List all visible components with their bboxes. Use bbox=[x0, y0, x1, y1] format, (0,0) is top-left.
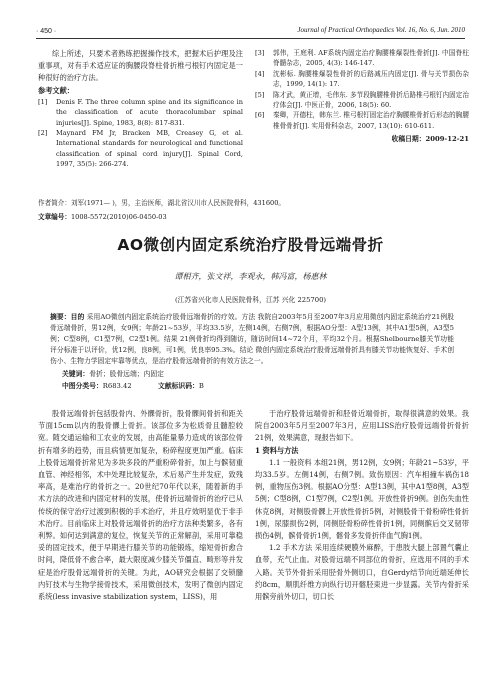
reference-item bbox=[255, 48, 469, 69]
body-left-column bbox=[38, 408, 243, 603]
reference-number: [5] bbox=[255, 90, 265, 99]
article-affiliation: (江苏省兴化市人民医院骨科，江苏 兴化 225700) bbox=[174, 296, 327, 304]
article-title: AO微创内固定系统治疗股骨远端骨折 bbox=[117, 236, 384, 254]
reference-text: 陈才武，黄正增，毛伟东. 多节段胸腰椎骨折后路椎弓根钉内固定治疗体会[J]. 中医正骨，2006, 18(5): 60. bbox=[273, 90, 469, 110]
doc-code-value: B bbox=[198, 382, 204, 390]
classification-row bbox=[62, 381, 204, 392]
clc-label: 中图分类号： bbox=[62, 382, 103, 390]
keywords-label: 关键词： bbox=[62, 370, 90, 378]
abstract bbox=[50, 312, 454, 367]
journal-header: Journal of Practical Orthopaedics Vol. 16, No. 6, Jun. 2010 bbox=[297, 26, 465, 34]
conclusion-paragraph: 综上所述，只要术者熟练把握操作技术，把握术后护理及注重事项，对有手术适应证的胸腰段脊柱骨折椎弓根钉内固定是一种很好的治疗方法。 bbox=[38, 49, 243, 83]
surgical-method-paragraph: 1.2 手术方法 采用连续硬膜外麻醉，于患肢大腿上部置气囊止血带，充气止血。对股骨远端不同部位的骨折，应选用不同的手术入路。关节外骨折采用胫骨外侧切口，自Gerdy结节向近端延伸长约8cm，顺肌纤维方向纵行切开髂胫束进一步显露。关节内骨折采用髌旁前外切口，切口长 bbox=[255, 543, 469, 602]
keywords-text: 骨折；股骨远端；内固定 bbox=[89, 370, 164, 378]
reference-number: [4] bbox=[255, 69, 265, 78]
reference-number: [2] bbox=[38, 129, 48, 138]
page-number: · 450 · bbox=[36, 28, 57, 35]
intro-paragraph: 股骨远端骨折包括股骨内、外髁骨折，股骨髁间骨折和距关节面15cm以内的股骨髁上骨折。该部位多为松质骨且髓腔较宽。随交通运输和工农业的发展，由高能量暴力造成的该部位骨折有增多的趋势，而且病情更加复杂，粉碎程度更加严重。临床上股骨远端骨折常见为多块多段的严重粉碎骨折，加上与髌韧重血管、神经相邻，术中处理比较复杂，术后易产生并发症，致残率高，是难治疗的骨折之一。20世纪70年代以来，随着新的手术方法的改进和内固定材料的发展，使骨折远端骨折的治疗已从传统的保守治疗过渡到积极的手术治疗，并且疗效明显优于非手术治疗。目前临床上对股骨远端骨折的治疗方法种类繁多，各有利弊。如何达到满意的复位，恢复关节的正常解剖，采用可靠稳妥的固定技术，便于早期进行膝关节的功能锻炼，缩短骨折愈合时间，降低骨不愈合率，最大限度减少膝关节僵直、畸形等并发症是治疗股骨远端骨折的关键。为此，AO研究会根据了交锁髓内钉技术与生物学接骨技术，采用微创技术，发明了微创内固定系统(less invasive stabilization system，LISS)，用 bbox=[38, 409, 243, 602]
author-note: 作者简介：刘军(1971— )，男，主治医师，湖北省汉川市人民医院骨科，431600。 bbox=[38, 199, 286, 207]
clc-value: R683.42 bbox=[102, 382, 132, 390]
reference-text: Maynard FM Jr, Bracken MB, Creasey G, et al. International standards for neurological and functional classification of spinal cord injury[J]. Spinal Cord, 1997, 35(5): 266-274. bbox=[56, 129, 243, 169]
reference-item bbox=[255, 69, 469, 90]
doc-code-label: 文献标识码： bbox=[158, 382, 199, 390]
general-data-paragraph: 1.1 一般资料 本组21例，男12例，女9例；年龄21~53岁，平均33.5岁。左侧14例，右侧7例。致伤原因：汽车相撞车祸伤18例，重物压伤3例。根据AO分型：A型13例，其中A1型8例，A3型5例；C型8例，C1型7例，C2型1例。开放性骨折9例。创伤失血性休克8例，对侧股骨髁上开放性骨折5例，对侧股骨干骨粉碎性骨折1例，尿膝损伤2例，同侧胫骨粉碎性骨折1例，同侧髌后交叉韧带损伤4例，髌骨骨折1例，髂骨多发骨折伴血气胸1例。 bbox=[255, 457, 469, 541]
abstract-label: 摘要：目的 bbox=[50, 313, 85, 321]
reference-text: 沈彬标. 胸腰椎爆裂性骨折的后路减压内固定[J]. 骨与关节损伤杂志，1999, 14(1): 17. bbox=[273, 69, 469, 89]
intro-continuation: 于治疗股骨远端骨折和胫骨近端骨折，取得很满意的效果。我院自2003年5月至2007年3月，应用LISS治疗股骨远端骨折骨折21例，效果满意，现报告如下。 bbox=[255, 409, 469, 443]
body-right-column bbox=[255, 408, 469, 603]
reference-number: [1] bbox=[38, 97, 48, 106]
reference-number: [3] bbox=[255, 49, 265, 57]
reference-item bbox=[255, 110, 469, 131]
reference-item bbox=[255, 90, 469, 111]
previous-article-left bbox=[38, 48, 243, 170]
article-authors: 谭相齐，张文祥，李观永，韩冯富，杨惠林 bbox=[174, 272, 327, 281]
header-rule bbox=[36, 38, 465, 39]
reference-text: Denis F. The three column spine and its significance in the classification of acute thoracolumbar spinal injuries[J]. Spine, 1983, 8(8): 817-831. bbox=[56, 97, 243, 127]
reference-text: 郭伟，王庭利. AF系统内固定治疗胸腰椎爆裂性骨折[J]. 中国脊柱脊髓杂志，2005, 4(3): 146-147. bbox=[273, 49, 469, 68]
previous-article-right bbox=[255, 48, 469, 145]
section-heading: 1 资料与方法 bbox=[255, 445, 299, 455]
reference-item bbox=[38, 128, 243, 170]
reference-item bbox=[38, 97, 243, 128]
file-number-label: 文章编号： bbox=[38, 213, 71, 221]
abstract-text: 采用AO微创内固定系统治疗股骨远端骨折的疗效。方法 我院自2003年5月至2007年3月应用微创内固定系统治疗21例股骨远端骨折，男12例，女9例；年龄21~53岁，平均33.5岁，左侧14例，右侧7例，根据AO分型：A型13例，其中A1型5例，A3型5例；C型8例，C1型7例，C2型1例。结果 21例骨折均得到随访，随访时间14~72个月，平均32个月。根据Shelbourne膝关节功能评分标准于以评价，优12例，良8例，可1例，优良率95.3%。结论 微创内固定系统治疗股骨远端骨折具有膝关节功能恢复好、手术创伤小、生物力学固定牢靠等优点，是治疗股骨远端骨折的有效方法之一。 bbox=[50, 313, 455, 365]
file-number bbox=[38, 212, 167, 222]
reference-number: [6] bbox=[255, 111, 265, 120]
file-number-value: 1008-5572(2010)06-0450-03 bbox=[70, 213, 167, 221]
keywords bbox=[62, 369, 164, 380]
reference-text: 秦卿，开德柱，韩东兰. 椎弓根钉固定治疗胸腰椎骨折后形态的胸腰椎骨骨折[J]. 实用骨科杂志，2007, 13(10): 610-611. bbox=[273, 111, 469, 130]
references-title: 参考文献： bbox=[38, 85, 74, 95]
received-date: 收稿日期：2009-12-21 bbox=[391, 135, 469, 144]
